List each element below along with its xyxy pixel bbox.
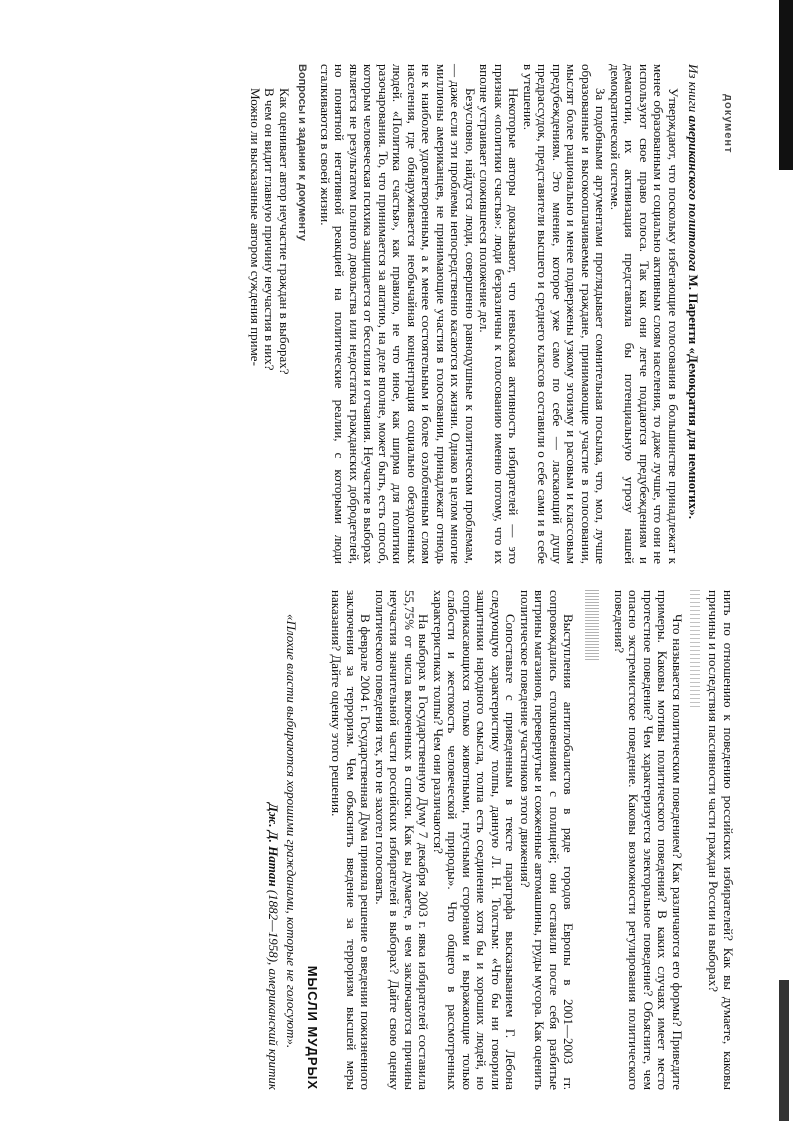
quote-author-info: (1882—1958), американский критик [266,889,281,1090]
tasks-divider-icon [586,590,600,660]
wisdom-heading: МЫСЛИ МУДРЫХ [305,965,320,1090]
document-paragraph: За подобными аргументами проглядывает сомнительная посылка, что, мол, лучше образованные и высокооплачиваемые граждане, принимающие участие в голосовании, мыслят более рационально и менее подвержены узкому эгоизму и расовым и классовым предубеждениям. Это мнение, которое уже само по себе — ласкающий душу предрассудок, представители высшего и среднего классов составили о себе сами и в себе в утешение. [521,64,609,564]
review-questions: Что называется политическим поведением? Как различаются его формы? Приведите примеры. Каковы мотивы политического поведения? В каких случаях имеет место протестное поведение? Чем характеризуется электоральное поведение? Объясните, чем опасно экстремистское поведение. Каковы возможности регулирования политического поведения? [612,590,685,1090]
question-item: В чем он видит главную причину неучастия в них? [262,88,278,371]
section-divider-icon [690,590,700,710]
left-column [248,64,736,564]
question-item: Как оценивает автор неучастие граждан в выборах? [277,88,292,375]
questions-heading: Вопросы и задания к документу [296,64,309,241]
document-paragraph: Утверждают, что поскольку избегающие голосования в большинстве принадлежат к менее образованным и социально активным слоям населения, то даже лучше, что они не используют свое право голоса. Так как они легче поддаются предубеждениям и демагогии, их активизация представляла бы потенциальную угрозу нашей демократической системе. [608,64,681,564]
document-paragraph: Безусловно, найдутся люди, совершенно равнодушные к политическим проблемам, — даже если эти проблемы непосредственно касаются их жизни. Однако в целом многие миллионы американцев, не принимающие участия в голосовании, принадлежат отнюдь не к наиболее удовлетворенным, а к менее состоятельным и более озлобленным слоям населения, где обнаруживается необычайная концентрация социально обездоленных людей. «Политика счастья», как правило, не что иное, как ширма для политики разочарования. То, что принимается за апатию, на деле вполне, может быть, есть способ, которым человеческая психика защищается от бессилия и отчаяния. Неучастие в выборах является не результатом полного довольства или недостатка гражданских добродетелей, но понятной негативной реакцией на политические реалии, с которыми люди сталкиваются в своей жизни. [318,64,478,564]
task-item: На выборах в Государственную Думу 7 декабря 2003 г. явка избирателей составила 55,75% от числа включенных в списки. Как вы думаете, в чем заключаются причины неучастия значительной части российских избирателей в выборах? Дайте свою оценку политического поведения тех, кто не захотел голосовать. [373,590,432,1090]
task-item: Выступления антиглобалистов в ряде городов Европы в 2001—2003 гг. сопровождались столкновениями с полицией; они оставили после себя разбитые витрины магазинов, перевернутые и сожженные автомашины, груды мусора. Как оценить политическое поведение участников этого движения? [518,590,577,1090]
question-item: Можно ли высказанные автором суждения приме- [248,88,263,366]
scan-edge-shadow [779,980,789,1121]
intro-source: американского политолога [686,115,702,272]
intro-prefix: Из книги [686,64,702,116]
questions-list [248,64,292,564]
document-intro [686,64,701,564]
review-questions-block [612,590,685,1090]
document-paragraph: Некоторые авторы доказывают, что невысокая активность избирателей — это признак «политики счастья»: люди безразличны к голосованию именно потому, что их вполне устраивает сложившееся положение дел. [477,64,522,564]
quote-author [266,590,281,1090]
intro-author: М. Паренти [686,274,702,345]
wisdom-quote: «Плохие власти выбираются хорошими гражданами, которые не голосуют». [284,614,300,1049]
intro-book-title: «Демократия для немногих». [686,347,702,520]
quote-author-name: Дж. Д. Натан [266,803,281,887]
scan-edge-shadow [779,0,793,170]
task-item: В феврале 2004 г. Государственная Дума приняла решение о введении пожизненного заключения за терроризм. Чем объяснить введение за терроризм высшей меры наказания? Дайте оценку этого решения. [329,590,374,1090]
task-item: Сопоставьте с приведенным в тексте параграфа высказыванием Г. Лебона следующую характеристику толпы, данную Л. Н. Толстым: «Что бы ни говорили защитники народного смысла, толпа есть соединение хотя бы и хороших людей, но соприкасающихся только животными, гнусными сторонами и выражающие только слабости и жестокость человеческой природы». Что общего в рассмотренных характеристиках толпы? Чем они различаются? [431,590,519,1090]
right-column [266,590,736,1090]
section-marker: документ [722,94,734,154]
question-continuation: нить по отношению к поведению российских избирателей? Как вы думаете, каковы причины и последствия пассивности части граждан России на выборах? [706,590,736,1090]
